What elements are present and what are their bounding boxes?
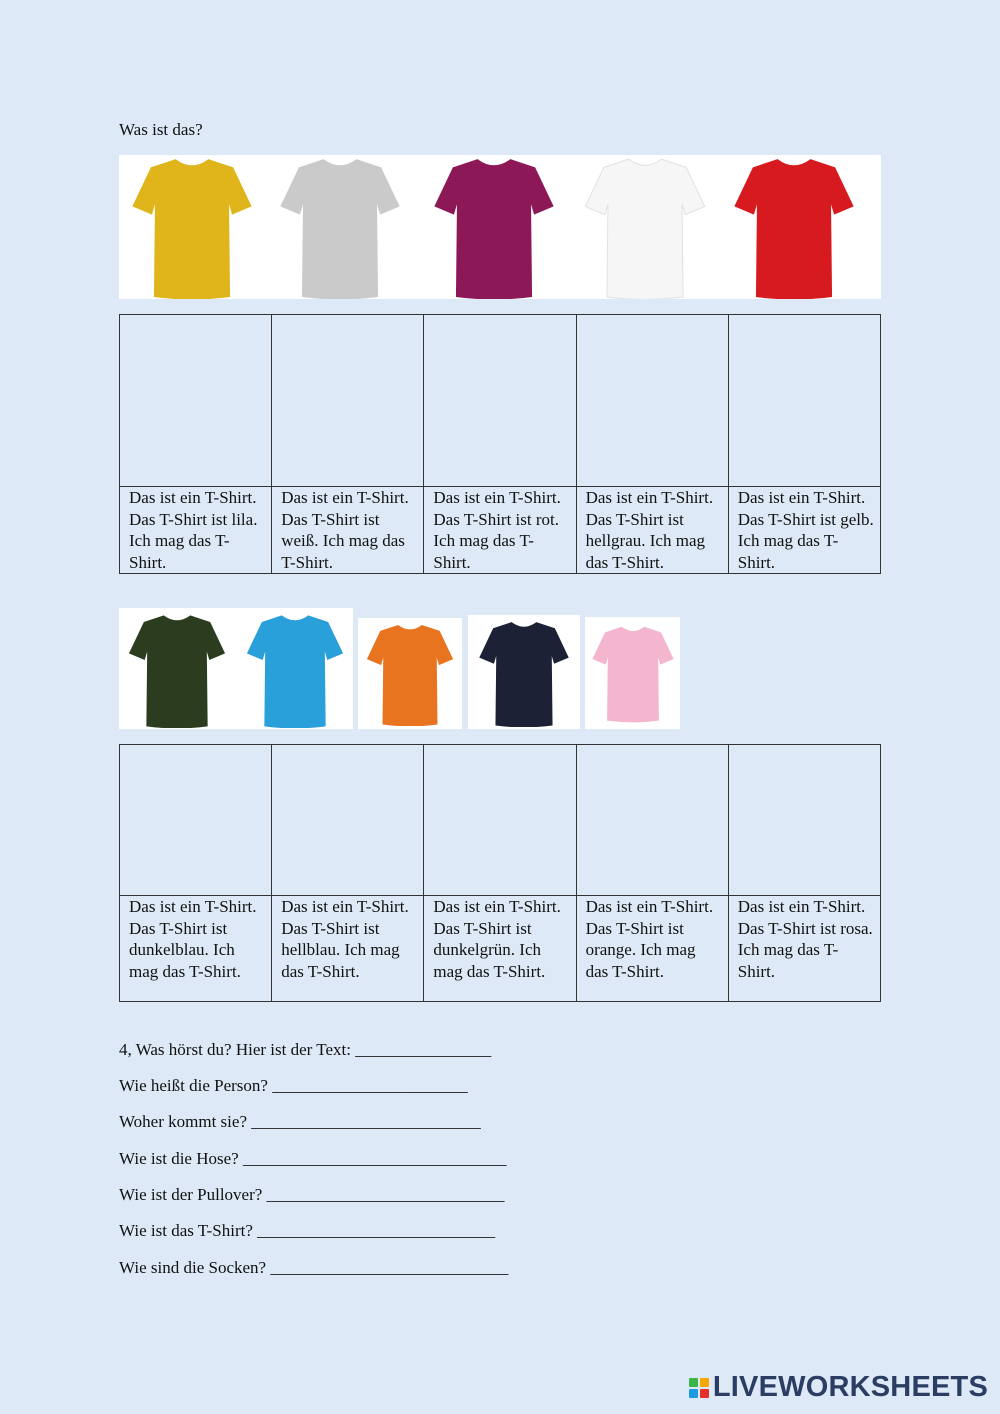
drop-zone[interactable] [728,315,880,487]
tshirt-image-dark-blue [476,619,572,727]
drop-zone[interactable] [272,745,424,896]
drop-zone[interactable] [576,745,728,896]
drop-zone[interactable] [576,315,728,487]
matching-table-2 [119,744,881,1002]
description-cell: Das ist ein T-Shirt. Das T-Shirt ist weiß. Ich mag das T-Shirt. [272,487,424,574]
tshirt-image-grey [277,155,403,299]
description-cell: Das ist ein T-Shirt. Das T-Shirt ist orange. Ich mag das T-Shirt. [576,896,728,1002]
description-cell: Das ist ein T-Shirt. Das T-Shirt ist dunkelblau. Ich mag das T-Shirt. [120,896,272,1002]
tshirt-image-white [582,155,708,299]
liveworksheets-logo [689,1371,988,1404]
tshirt-image-yellow [129,155,255,299]
drop-zone[interactable] [120,745,272,896]
description-cell: Das ist ein T-Shirt. Das T-Shirt ist gelb. Ich mag das T-Shirt. [728,487,880,574]
tshirt-image-dark-green [125,612,229,728]
question-origin[interactable]: Woher kommt sie? ___________________________ [119,1112,481,1131]
description-cell: Das ist ein T-Shirt. Das T-Shirt ist lila. Ich mag das T-Shirt. [120,487,272,574]
description-cell: Das ist ein T-Shirt. Das T-Shirt ist rot. Ich mag das T-Shirt. [424,487,576,574]
logo-text: LIVEWORKSHEETS [712,1371,988,1403]
tshirt-image-light-blue [243,612,347,728]
tshirt-image-strip-2b [358,618,462,729]
description-cell: Das ist ein T-Shirt. Das T-Shirt ist hellblau. Ich mag das T-Shirt. [272,896,424,1002]
drop-zone[interactable] [424,745,576,896]
tshirt-image-strip-1 [119,155,881,299]
question-person-name[interactable]: Wie heißt die Person? _______________________ [119,1076,468,1095]
tshirt-image-strip-2c [468,615,580,729]
question-trousers[interactable]: Wie ist die Hose? _______________________________ [119,1149,507,1168]
question-tshirt[interactable]: Wie ist das T-Shirt? ____________________________ [119,1221,496,1240]
question-socks[interactable]: Wie sind die Socken? ____________________________ [119,1258,509,1277]
drop-zone[interactable] [424,315,576,487]
description-cell: Das ist ein T-Shirt. Das T-Shirt ist hellgrau. Ich mag das T-Shirt. [576,487,728,574]
question-pullover[interactable]: Wie ist der Pullover? ____________________________ [119,1185,505,1204]
tshirt-image-strip-2d [585,617,680,729]
liveworksheets-logo-icon [689,1378,709,1398]
description-cell: Das ist ein T-Shirt. Das T-Shirt ist rosa. Ich mag das T-Shirt. [728,896,880,1002]
tshirt-image-pink [591,623,675,723]
tshirt-image-orange [364,622,456,726]
worksheet-heading: Was ist das? [119,120,203,139]
tshirt-image-red [731,155,857,299]
tshirt-image-strip-2a [119,608,353,729]
drop-zone[interactable] [272,315,424,487]
question-listening-text[interactable]: 4, Was hörst du? Hier ist der Text: ________________ [119,1040,492,1059]
tshirt-image-purple [431,155,557,299]
drop-zone[interactable] [728,745,880,896]
drop-zone[interactable] [120,315,272,487]
matching-table-1 [119,314,881,574]
description-cell: Das ist ein T-Shirt. Das T-Shirt ist dunkelgrün. Ich mag das T-Shirt. [424,896,576,1002]
